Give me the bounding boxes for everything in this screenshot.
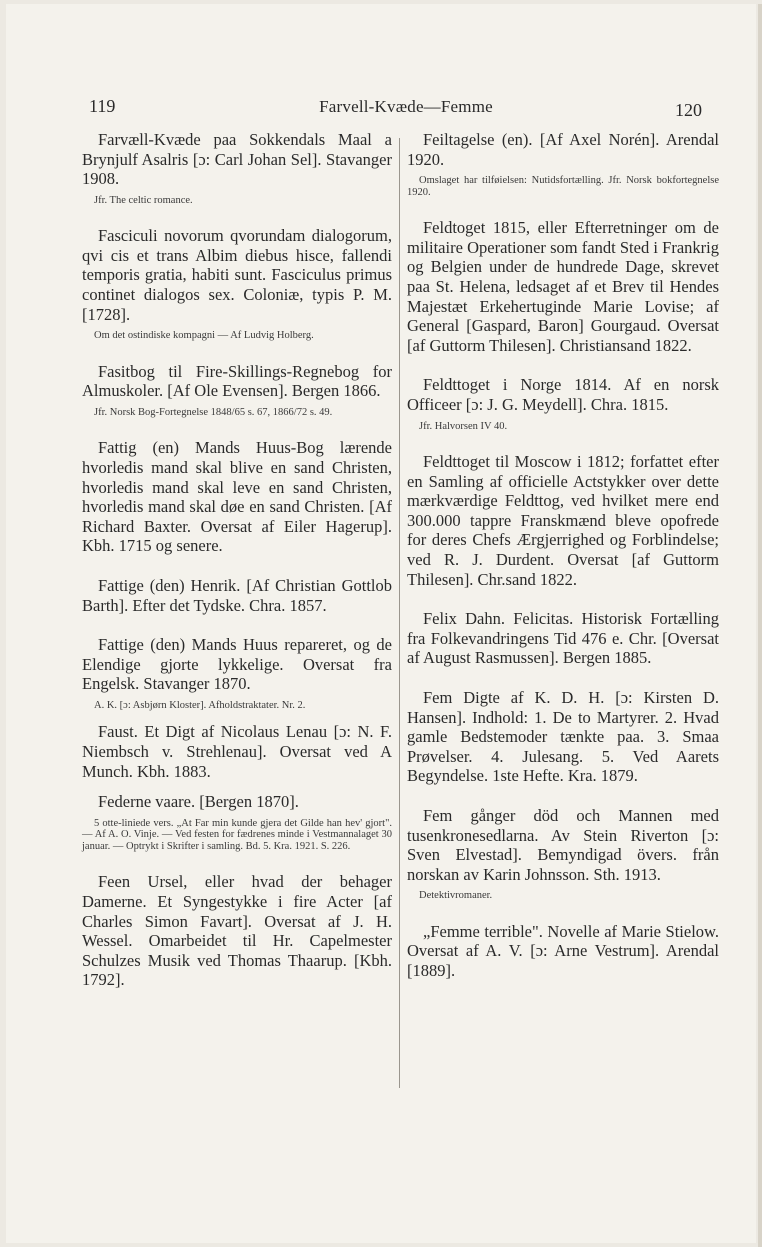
entry-fem-ganger-dod: Fem gånger död och Mannen med tusenkronesedlarna. Av Stein Riverton [ɔ: Sven Elvestad]. Bemyndigad övers. från norskan av Karin Johnsson. Sth. 1913. <box>407 805 719 884</box>
page-number-right: 120 <box>675 100 702 120</box>
entry-note: 5 otte-liniede vers. „At Far min kunde gjera det Gilde han hev' gjort". — Af A. O. Vinje. — Ved festen for fædrenes minde i Vestmannalaget 30 januar. — Optrykt i Skrifter i samling. Bd. 5. Kra. 1921. S. 226. <box>82 817 392 852</box>
entry-feiltagelse: Feiltagelse (en). [Af Axel Norén]. Arendal 1920. <box>407 130 719 169</box>
running-header <box>0 96 762 122</box>
entry-feen-ursel: Feen Ursel, eller hvad der behager Damerne. Et Syngestykke i fire Acter [af Charles Simon Favart]. Oversat af J. H. Wessel. Omarbeidet til Hr. Capelmester Schulzes Musik ved Thomas Thaarup. [Kbh. 1792]. <box>82 872 392 990</box>
left-column <box>82 130 392 990</box>
entry-federne-vaare: Federne vaare. [Bergen 1870]. <box>98 792 299 812</box>
entry-femme-terrible: „Femme terrible". Novelle af Marie Stielow. Oversat af A. V. [ɔ: Arne Vestrum]. Arendal [1889]. <box>407 921 719 980</box>
entry-note: Jfr. The celtic romance. <box>94 194 193 206</box>
entry-felix-dahn: Felix Dahn. Felicitas. Historisk Fortælling fra Folkevandringens Tid 476 e. Chr. [Oversat af August Rasmussen]. Bergen 1885. <box>407 609 719 668</box>
entry-fasitbog: Fasitbog til Fire-Skillings-Regnebog for Almuskoler. [Af Ole Evensen]. Bergen 1866. <box>82 361 392 401</box>
entry-note: A. K. [ɔ: Asbjørn Kloster]. Afholdstraktater. Nr. 2. <box>94 699 306 711</box>
entry-fattige-mands-huus: Fattige (den) Mands Huus repareret, og de Elendige gjorte lykkelige. Oversat fra Engelsk. Stavanger 1870. <box>82 635 392 694</box>
entry-fattig-mands-huus-bog: Fattig (en) Mands Huus-Bog lærende hvorledis mand skal blive en sand Christen, hvorledis mand skal leve en sand Christen, hvorledis mand skal døe en sand Christen. [Af Richard Baxter. Oversat af Eiler Hagerup]. Kbh. 1715 og senere. <box>82 438 392 556</box>
entry-note: Jfr. Halvorsen IV 40. <box>419 420 508 432</box>
right-column <box>407 130 719 981</box>
entry-fattige-henrik: Fattige (den) Henrik. [Af Christian Gottlob Barth]. Efter det Tydske. Chra. 1857. <box>82 576 392 615</box>
page-edge <box>758 4 762 1247</box>
entry-note: Jfr. Norsk Bog-Fortegnelse 1848/65 s. 67, 1866/72 s. 49. <box>94 406 333 418</box>
entry-faust: Faust. Et Digt af Nicolaus Lenau [ɔ: N. F. Niembsch v. Strehlenau]. Oversat ved A Munch. Kbh. 1883. <box>82 722 392 781</box>
entry-note: Detektivromaner. <box>419 890 493 902</box>
entry-feldttoget-moscow: Feldttoget til Moscow i 1812; forfattet efter en Samling af officielle Actstykker over dette mærkværdige Feldttog, ved hvilket mere end 300.000 tappre Franskmænd bleve opofrede for deres Chefs Ærgjerrighed og Forblindelse; ved R. J. Durdent. Oversat [af Guttorm Thilesen]. Chr.sand 1822. <box>407 452 719 589</box>
entry-fasciculi: Fasciculi novorum qvorundam dialogorum, qvi cis et trans Albim diebus hisce, fallendi temporis gratia, habiti sunt. Fasciculus primus continet dialogos sex. Coloniæ, typis P. M. [1728]. <box>82 226 392 324</box>
column-divider <box>399 138 400 1088</box>
entry-note: Om det ostindiske kompagni — Af Ludvig Holberg. <box>94 330 314 342</box>
page-number-left: 119 <box>89 96 116 116</box>
running-title: Farvell-Kvæde—Femme <box>319 97 493 116</box>
entry-feldttoget-norge: Feldttoget i Norge 1814. Af en norsk Officeer [ɔ: J. G. Meydell]. Chra. 1815. <box>407 375 719 414</box>
entry-feldtoget-1815: Feldtoget 1815, eller Efterretninger om de militaire Operationer som fandt Sted i Frankrig og Belgien under de hundrede Dage, skrevet paa St. Helena, ledsaget af et Brev til Hendes Majestæt Erkehertuginde Marie Lovise; af General [Gaspard, Baron] Gourgaud. Oversat [af Guttorm Thilesen]. Christiansand 1822. <box>407 218 719 355</box>
entry-farvaell-kvaede: Farvæll-Kvæde paa Sokkendals Maal a Brynjulf Asalris [ɔ: Carl Johan Sel]. Stavanger 1908. <box>82 130 392 189</box>
entry-fem-digte: Fem Digte af K. D. H. [ɔ: Kirsten D. Hansen]. Indhold: 1. De to Martyrer. 2. Hvad gamle Bedstemoder tænkte paa. 3. Smaa Prøvelser. 4. Julesang. 5. Ved Aarets Begyndelse. 1ste Hefte. Kra. 1879. <box>407 687 719 786</box>
entry-note: Omslaget har tilføielsen: Nutidsfortælling. Jfr. Norsk bokfortegnelse 1920. <box>407 175 719 198</box>
